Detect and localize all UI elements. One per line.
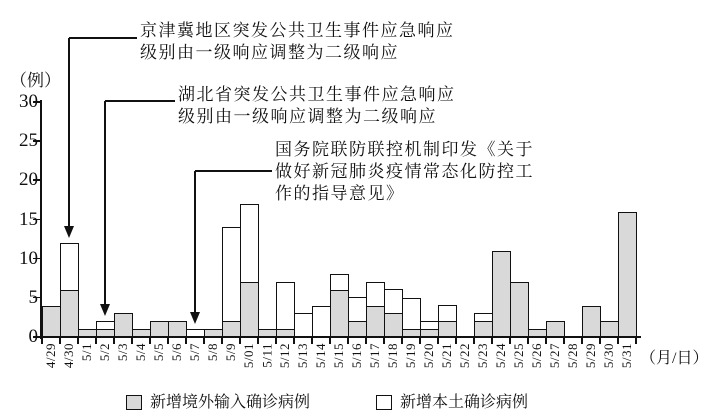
- annotation-text-3: [275, 139, 534, 205]
- annotation-connector-h: [69, 37, 137, 39]
- y-tick-label: 10: [19, 247, 38, 269]
- x-tick-label-5/30: 5/30: [601, 343, 617, 369]
- x-axis-unit-label: （月/日）: [640, 350, 709, 367]
- x-tick-label-5/11: 5/11: [259, 343, 275, 368]
- bar-segment-local-5/13: [294, 313, 313, 338]
- bar-segment-imported-5/18: [384, 313, 403, 338]
- annotation-arrowhead-icon: [100, 304, 110, 316]
- x-tick-label-5/24: 5/24: [493, 343, 509, 369]
- annotation-text-1: [140, 20, 455, 64]
- x-tick-label-5/19: 5/19: [403, 343, 419, 369]
- legend-label-local: 新增本土确诊病例: [400, 394, 529, 411]
- bar-segment-local-5/2: [96, 321, 115, 330]
- x-tick-label-5/4: 5/4: [133, 343, 149, 362]
- x-tick-label-5/15: 5/15: [331, 343, 347, 369]
- x-tick-label-5/8: 5/8: [205, 343, 221, 362]
- bar-segment-local-5/23: [474, 313, 493, 322]
- bar-segment-imported-5/3: [114, 313, 133, 338]
- annotation-connector-v: [68, 38, 70, 227]
- x-tick-label-5/6: 5/6: [169, 343, 185, 362]
- x-tick-label-5/12: 5/12: [277, 343, 293, 369]
- bar-segment-imported-4/29: [42, 306, 61, 338]
- annotation-arrowhead-icon: [190, 312, 200, 324]
- annotation-connector-v: [194, 171, 196, 313]
- x-tick-label-4/29: 4/29: [43, 343, 59, 369]
- x-tick-label-5/22: 5/22: [457, 343, 473, 369]
- x-tick-label-5/20: 5/20: [421, 343, 437, 369]
- legend-swatch-local-icon: [376, 395, 392, 410]
- annotation-line: 湖北省突发公共卫生事件应急响应: [178, 85, 456, 104]
- x-tick-label-5/21: 5/21: [439, 343, 455, 369]
- x-tick-label-5/17: 5/17: [367, 343, 383, 369]
- x-tick-label-5/29: 5/29: [583, 343, 599, 369]
- annotation-text-2: [178, 84, 456, 128]
- bar-segment-local-5/17: [366, 282, 385, 307]
- bar-segment-local-5/21: [438, 305, 457, 322]
- bar-segment-imported-5/29: [582, 306, 601, 338]
- legend-swatch-imported-icon: [126, 395, 142, 410]
- x-tick-label-5/7: 5/7: [187, 343, 203, 362]
- annotation-arrowhead-icon: [64, 226, 74, 238]
- bar-segment-local-5/16: [348, 297, 367, 322]
- x-tick-label-5/28: 5/28: [565, 343, 581, 369]
- y-tick-label: 20: [19, 169, 38, 191]
- x-axis-line: [40, 336, 641, 338]
- bar-segment-imported-4/30: [60, 290, 79, 338]
- bar-segment-local-4/30: [60, 243, 79, 291]
- x-tick-label-5/9: 5/9: [223, 343, 239, 362]
- annotation-line: 级别由一级响应调整为二级响应: [178, 107, 437, 126]
- bar-segment-imported-5/25: [510, 282, 529, 338]
- y-tick-label: 5: [28, 286, 38, 308]
- y-tick-label: 30: [19, 91, 38, 112]
- bar-segment-imported-5/15: [330, 290, 349, 338]
- bar-segment-local-5/14: [312, 306, 331, 338]
- annotation-connector-h: [105, 100, 175, 102]
- bar-segment-imported-5/17: [366, 306, 385, 338]
- y-tick-label: 0: [28, 326, 38, 347]
- y-tick-label: 15: [19, 208, 38, 230]
- x-tick-label-5/1: 5/1: [79, 343, 95, 362]
- bar-segment-local-5/12: [276, 282, 295, 330]
- y-tick-label: 25: [19, 130, 38, 152]
- x-tick-label-5/3: 5/3: [115, 343, 131, 362]
- x-tick-label-5/16: 5/16: [349, 343, 365, 369]
- bar-segment-imported-5/01: [240, 282, 259, 338]
- y-axis-unit-label: （例）: [10, 71, 61, 90]
- x-tick-label-5/13: 5/13: [295, 343, 311, 369]
- x-tick-label-5/2: 5/2: [97, 343, 113, 362]
- x-tick-label-5/18: 5/18: [385, 343, 401, 369]
- annotation-line: 作的指导意见》: [275, 184, 405, 203]
- x-tick-label-5/5: 5/5: [151, 343, 167, 362]
- x-tick-mark: [257, 338, 259, 344]
- x-tick-mark: [635, 338, 637, 344]
- x-tick-label-5/23: 5/23: [475, 343, 491, 369]
- bar-segment-local-5/19: [402, 298, 421, 330]
- annotation-line: 国务院联防联控机制印发《关于: [275, 140, 534, 159]
- annotation-line: 级别由一级响应调整为二级响应: [140, 43, 399, 62]
- x-tick-label-4/30: 4/30: [61, 343, 77, 369]
- bar-segment-local-5/20: [420, 321, 439, 330]
- bar-segment-local-5/01: [240, 204, 259, 283]
- bar-segment-local-5/18: [384, 289, 403, 314]
- legend-label-imported: 新增境外输入确诊病例: [150, 394, 311, 411]
- bar-segment-local-5/9: [222, 227, 241, 322]
- x-tick-label-5/26: 5/26: [529, 343, 545, 369]
- x-tick-label-5/31: 5/31: [619, 343, 635, 369]
- x-tick-label-5/27: 5/27: [547, 343, 563, 369]
- bar-segment-local-5/15: [330, 274, 349, 291]
- annotation-line: 京津冀地区突发公共卫生事件应急响应: [140, 21, 455, 40]
- annotation-connector-v: [104, 101, 106, 305]
- annotation-connector-h: [195, 170, 272, 172]
- x-tick-label-5/14: 5/14: [313, 343, 329, 369]
- bar-segment-imported-5/24: [492, 251, 511, 338]
- annotation-line: 做好新冠肺炎疫情常态化防控工: [275, 162, 534, 181]
- x-tick-label-5/25: 5/25: [511, 343, 527, 369]
- y-axis-line: [40, 100, 42, 339]
- x-tick-label-5/01: 5/01: [241, 343, 257, 369]
- bar-segment-imported-5/31: [618, 212, 637, 338]
